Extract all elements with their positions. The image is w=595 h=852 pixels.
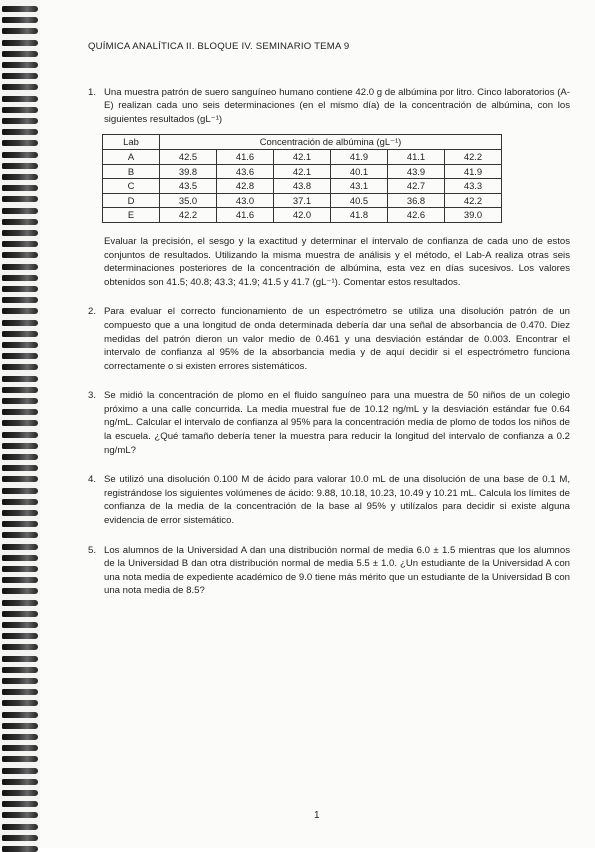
binding-coil [2,611,38,617]
problem-5 [88,544,570,598]
problem-2 [88,305,570,373]
problem-text: Para evaluar el correcto funcionamiento de un espectrómetro se utiliza una disolución patrón de un compuesto que a una longitud de onda determinada debería dar una señal de absorbancia de 0.470. Diez medidas del patrón dieron un valor medio de 0.461 y una desviación estándar de 0.003. Encontrar el intervalo de confianza al 95% de la absorbancia media y de aquí decidir si el espectrómetro funciona correctamente o si existen errores sistemáticos. [104,306,570,372]
table-cell: 41.6 [217,208,274,223]
binding-coil [2,824,38,830]
binding-coil [2,510,38,516]
table-cell-lab: C [103,179,160,194]
binding-coil [2,532,38,538]
binding-coil [2,465,38,471]
binding-coil [2,454,38,460]
binding-coil [2,723,38,729]
binding-coil [2,163,38,169]
binding-coil [2,790,38,796]
binding-coil [2,420,38,426]
table-cell: 42.7 [388,179,445,194]
binding-coil [2,712,38,718]
binding-coil [2,644,38,650]
binding-coil [2,846,38,852]
binding-coil [2,96,38,102]
table-cell: 42.1 [274,149,331,164]
binding-coil [2,219,38,225]
binding-coil [2,588,38,594]
table-cell: 43.9 [388,164,445,179]
table-cell-lab: A [103,149,160,164]
problem-4 [88,473,570,527]
problem-1-continuation [88,235,570,289]
problem-text: Se midió la concentración de plomo en el fluido sanguíneo para una muestra de 50 niños de un colegio próximo a una calle concurrida. La media muestral fue de 10.12 ng/mL y la desviación estándar fue 0.64 ng/mL. Calcular el intervalo de confianza al 95% para la concentración media de plomo de todos los niños de la escuela. ¿Qué tamaño debería tener la muestra para reducir la longitud del intervalo de confianza a 0.2 ng/mL? [104,390,570,456]
table-header-concentration: Concentración de albúmina (gL⁻¹) [160,135,502,150]
table-cell: 36.8 [388,193,445,208]
problem-number: 1. [88,86,97,98]
table-header-lab: Lab [103,135,160,150]
table-cell: 40.1 [331,164,388,179]
binding-coil [2,28,38,34]
table-row [103,164,502,179]
binding-coil [2,544,38,550]
binding-coil [2,801,38,807]
problem-text: Se utilizó una disolución 0.100 M de ácido para valorar 10.0 mL de una disolución de una base de 0.1 M, registrándose los siguientes volúmenes de ácido: 9.88, 10.18, 10.23, 10.49 y 10.21 mL. Calcula los límites de confianza de la media de la concentración de la base al 95% y utilízalos para decidir si existe alguna evidencia de error sistemático. [104,474,570,527]
table-cell-lab: B [103,164,160,179]
binding-coil [2,756,38,762]
table-cell: 42.5 [160,149,217,164]
table-cell: 35.0 [160,193,217,208]
binding-coil [2,196,38,202]
binding-coil [2,275,38,281]
table-row [103,149,502,164]
binding-coil [2,174,38,180]
table-cell: 42.2 [160,208,217,223]
binding-coil [2,387,38,393]
table-cell: 43.8 [274,179,331,194]
problem-number: 3. [88,390,97,402]
binding-coil [2,342,38,348]
binding-coil [2,6,38,12]
binding-coil [2,779,38,785]
binding-coil [2,521,38,527]
binding-coil [2,633,38,639]
binding-coil [2,689,38,695]
table-cell: 41.8 [331,208,388,223]
binding-coil [2,566,38,572]
binding-coil [2,241,38,247]
problem-number: 4. [88,474,97,486]
table-cell: 43.3 [445,179,502,194]
binding-coil [2,297,38,303]
table-cell: 40.5 [331,193,388,208]
table-cell: 42.6 [388,208,445,223]
table-cell: 42.1 [274,164,331,179]
binding-coil [2,398,38,404]
table-cell: 42.2 [445,193,502,208]
document-body [88,40,570,598]
page-number: 1 [314,810,320,821]
table-cell: 41.9 [331,149,388,164]
binding-coil [2,443,38,449]
binding-coil [2,353,38,359]
binding-coil [2,555,38,561]
table-cell: 41.6 [217,149,274,164]
binding-coil [2,84,38,90]
table-cell-lab: D [103,193,160,208]
binding-coil [2,129,38,135]
table-cell: 42.8 [217,179,274,194]
problem-text: Una muestra patrón de suero sanguíneo humano contiene 42.0 g de albúmina por litro. Cinco laboratorios (A-E) realizan cada uno seis determinaciones (en el mismo día) de la concentración de albúmina, con los siguientes resultados (gL⁻¹) [104,86,570,125]
binding-coil [2,488,38,494]
table-cell: 37.1 [274,193,331,208]
binding-coil [2,678,38,684]
binding-coil [2,812,38,818]
binding-coil [2,409,38,415]
table-cell: 41.1 [388,149,445,164]
binding-coil [2,140,38,146]
binding-coil [2,768,38,774]
problem-text: Los alumnos de la Universidad A dan una distribución normal de media 6.0 ± 1.5 mientras que los alumnos de la Universidad B dan otra distribución normal de media 5.5 ± 1.0. ¿Un estudiante de la Universidad A con una nota media de expediente académico de 9.0 tiene más mérito que un estudiante de la Universidad B con una nota media de 8.5? [104,544,570,597]
table-cell: 41.9 [445,164,502,179]
table-cell: 43.0 [217,193,274,208]
binding-coil [2,622,38,628]
table-cell: 42.2 [445,149,502,164]
binding-coil [2,835,38,841]
binding-coil [2,208,38,214]
binding-coil [2,62,38,68]
table-cell: 39.0 [445,208,502,223]
binding-coil [2,40,38,46]
binding-coil [2,320,38,326]
binding-coil [2,432,38,438]
binding-coil [2,230,38,236]
binding-coil [2,364,38,370]
table-row [103,179,502,194]
binding-coil [2,745,38,751]
table-cell-lab: E [103,208,160,223]
binding-coil [2,656,38,662]
binding-coil [2,376,38,382]
binding-coil [2,185,38,191]
binding-coil [2,734,38,740]
table-cell: 43.5 [160,179,217,194]
spiral-binding [0,0,40,848]
binding-coil [2,700,38,706]
binding-coil [2,17,38,23]
binding-coil [2,600,38,606]
binding-coil [2,252,38,258]
table-row [103,208,502,223]
binding-coil [2,308,38,314]
problem-1 [88,86,570,127]
table-row [103,193,502,208]
document-title: QUÍMICA ANALÍTICA II. BLOQUE IV. SEMINARIO TEMA 9 [88,41,350,52]
binding-coil [2,667,38,673]
binding-coil [2,331,38,337]
table-cell: 43.6 [217,164,274,179]
problem-number: 5. [88,544,97,556]
albumin-table [102,134,502,223]
problem-text: Evaluar la precisión, el sesgo y la exactitud y determinar el intervalo de confianza de cada uno de estos conjuntos de resultados. Utilizando la misma muestra de análisis y el método, el Lab-A realiza otras seis determinaciones posteriores de la concentración de albúmina, esta vez en días sucesivos. Los valores obtenidos son 41.5; 40.8; 43.3; 41.9; 41.5 y 41.7 (gL⁻¹). Comentar estos resultados. [104,235,570,288]
binding-coil [2,476,38,482]
table-cell: 42.0 [274,208,331,223]
table-cell: 39.8 [160,164,217,179]
binding-coil [2,264,38,270]
binding-coil [2,107,38,113]
problem-3 [88,389,570,457]
binding-coil [2,286,38,292]
binding-coil [2,499,38,505]
table-cell: 43.1 [331,179,388,194]
table-header-row [103,135,502,150]
binding-coil [2,118,38,124]
binding-coil [2,577,38,583]
binding-coil [2,51,38,57]
binding-coil [2,73,38,79]
problem-number: 2. [88,306,97,318]
binding-coil [2,152,38,158]
